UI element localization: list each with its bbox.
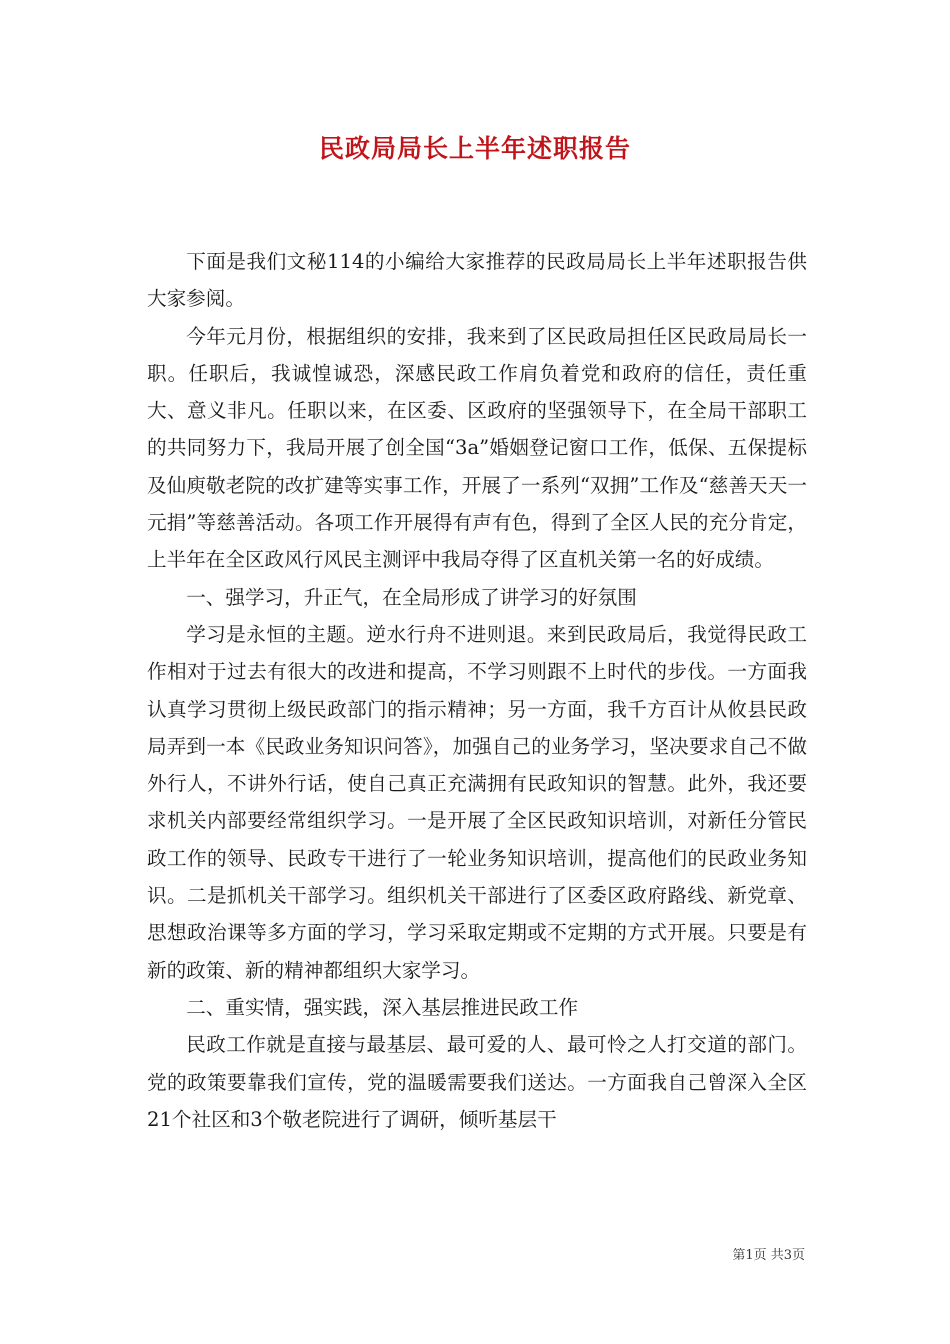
document-body	[147, 243, 807, 1138]
paragraph-practice: 民政工作就是直接与最基层、最可爱的人、最可怜之人打交道的部门。党的政策要靠我们宣传，党的温暖需要我们送达。一方面我自己曾深入全区21个社区和3个敬老院进行了调研，倾听基层干	[147, 1033, 807, 1131]
paragraph-study: 学习是永恒的主题。逆水行舟不进则退。来到民政局后，我觉得民政工作相对于过去有很大的改进和提高，不学习则跟不上时代的步伐。一方面我认真学习贯彻上级民政部门的指示精神；另一方面，我千方百计从攸县民政局弄到一本《民政业务知识问答》，加强自己的业务学习，坚决要求自己不做外行人，不讲外行话，使自己真正充满拥有民政知识的智慧。此外，我还要求机关内部要经常组织学习。一是开展了全区民政知识培训，对新任分管民政工作的领导、民政专干进行了一轮业务知识培训，提高他们的民政业务知识。二是抓机关干部学习。组织机关干部进行了区委区政府路线、新党章、思想政治课等多方面的学习，学习采取定期或不定期的方式开展。只要是有新的政策、新的精神都组织大家学习。	[147, 622, 807, 982]
paragraph-intro: 下面是我们文秘114的小编给大家推荐的民政局局长上半年述职报告供大家参阅。	[147, 250, 807, 311]
paragraph-overview: 今年元月份，根据组织的安排，我来到了区民政局担任区民政局局长一职。任职后，我诚惶诚恐，深感民政工作肩负着党和政府的信任，责任重大、意义非凡。任职以来，在区委、区政府的坚强领导下，在全局干部职工的共同努力下，我局开展了创全国“3a”婚姻登记窗口工作，低保、五保提标及仙庾敬老院的改扩建等实事工作，开展了一系列“双拥”工作及“慈善天天一元捐”等慈善活动。各项工作开展得有声有色，得到了全区人民的充分肯定，上半年在全区政风行风民主测评中我局夺得了区直机关第一名的好成绩。	[147, 324, 807, 572]
section-heading-2: 二、重实情，强实践，深入基层推进民政工作	[186, 995, 579, 1019]
document-title: 民政局局长上半年述职报告	[318, 134, 631, 163]
page-number-footer: 第1页 共3页	[732, 1248, 805, 1263]
section-heading-1: 一、强学习，升正气，在全局形成了讲学习的好氛围	[186, 585, 637, 609]
